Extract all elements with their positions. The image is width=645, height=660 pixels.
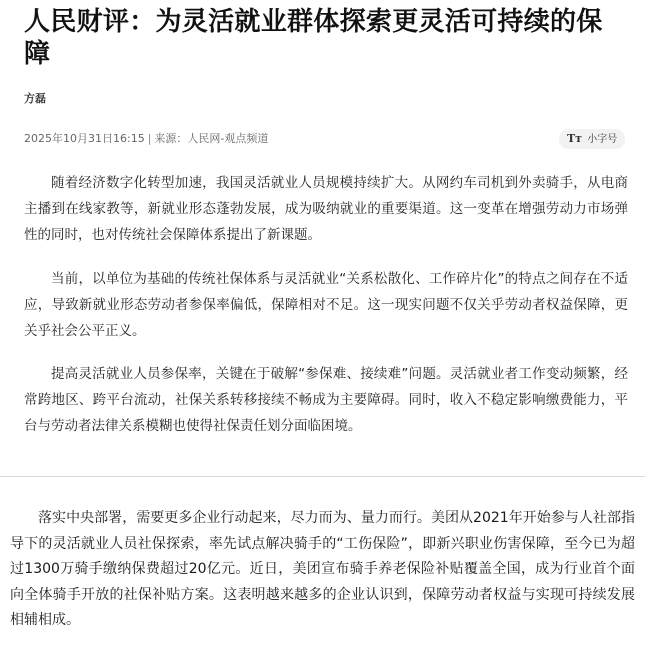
- article-meta: [24, 130, 268, 146]
- article-paragraph-3: 提高灵活就业人员参保率，关键在于破解“参保难、接续难”问题。灵活就业者工作变动频繁，经常跨地区、跨平台流动，社保关系转移接续不畅成为主要障碍。同时，收入不稳定影响缴费能力，平台与劳动者法律关系模糊也使得社保责任划分面临困境。: [24, 366, 628, 434]
- section-divider: [0, 476, 645, 477]
- second-section-paragraph: 落实中央部署，需要更多企业行动起来，尽力而为、量力而行。美团从2021年开始参与人社部指导下的灵活就业人员社保探索，率先试点解决骑手的“工伤保险”，即新兴职业伤害保障，至今已为超过1300万骑手缴纳保费超过20亿元。近日，美团宣布骑手养老保险补贴覆盖全国，成为行业首个面向全体骑手开放的社保补贴方案。这表明越来越多的企业认识到，保障劳动者权益与实现可持续发展相辅相成。: [10, 510, 635, 628]
- font-size-icon: Tт: [567, 132, 583, 145]
- article-paragraph-2: 当前，以单位为基础的传统社保体系与灵活就业“关系松散化、工作碎片化”的特点之间存在不适应，导致新就业形态劳动者参保率偏低，保障相对不足。这一现实问题不仅关乎劳动者权益保障，更关乎社会公平正义。: [24, 271, 628, 339]
- article-author[interactable]: 方磊: [24, 92, 46, 105]
- font-size-toggle-label: 小字号: [587, 134, 618, 145]
- article-title: 人民财评：为灵活就业群体探索更灵活可持续的保障: [24, 7, 603, 69]
- article-paragraph-1: 随着经济数字化转型加速，我国灵活就业人员规模持续扩大。从网约车司机到外卖骑手，从电商主播到在线家教等，新就业形态蓬勃发展，成为吸纳就业的重要渠道。这一变革在增强劳动力市场弹性的同时，也对传统社会保障体系提出了新课题。: [24, 175, 628, 243]
- meta-separator: |: [147, 132, 152, 145]
- font-size-toggle-button[interactable]: [559, 129, 625, 149]
- article-source[interactable]: 来源：人民网-观点频道: [154, 132, 269, 145]
- publish-datetime: 2025年10月31日16:15: [24, 132, 145, 145]
